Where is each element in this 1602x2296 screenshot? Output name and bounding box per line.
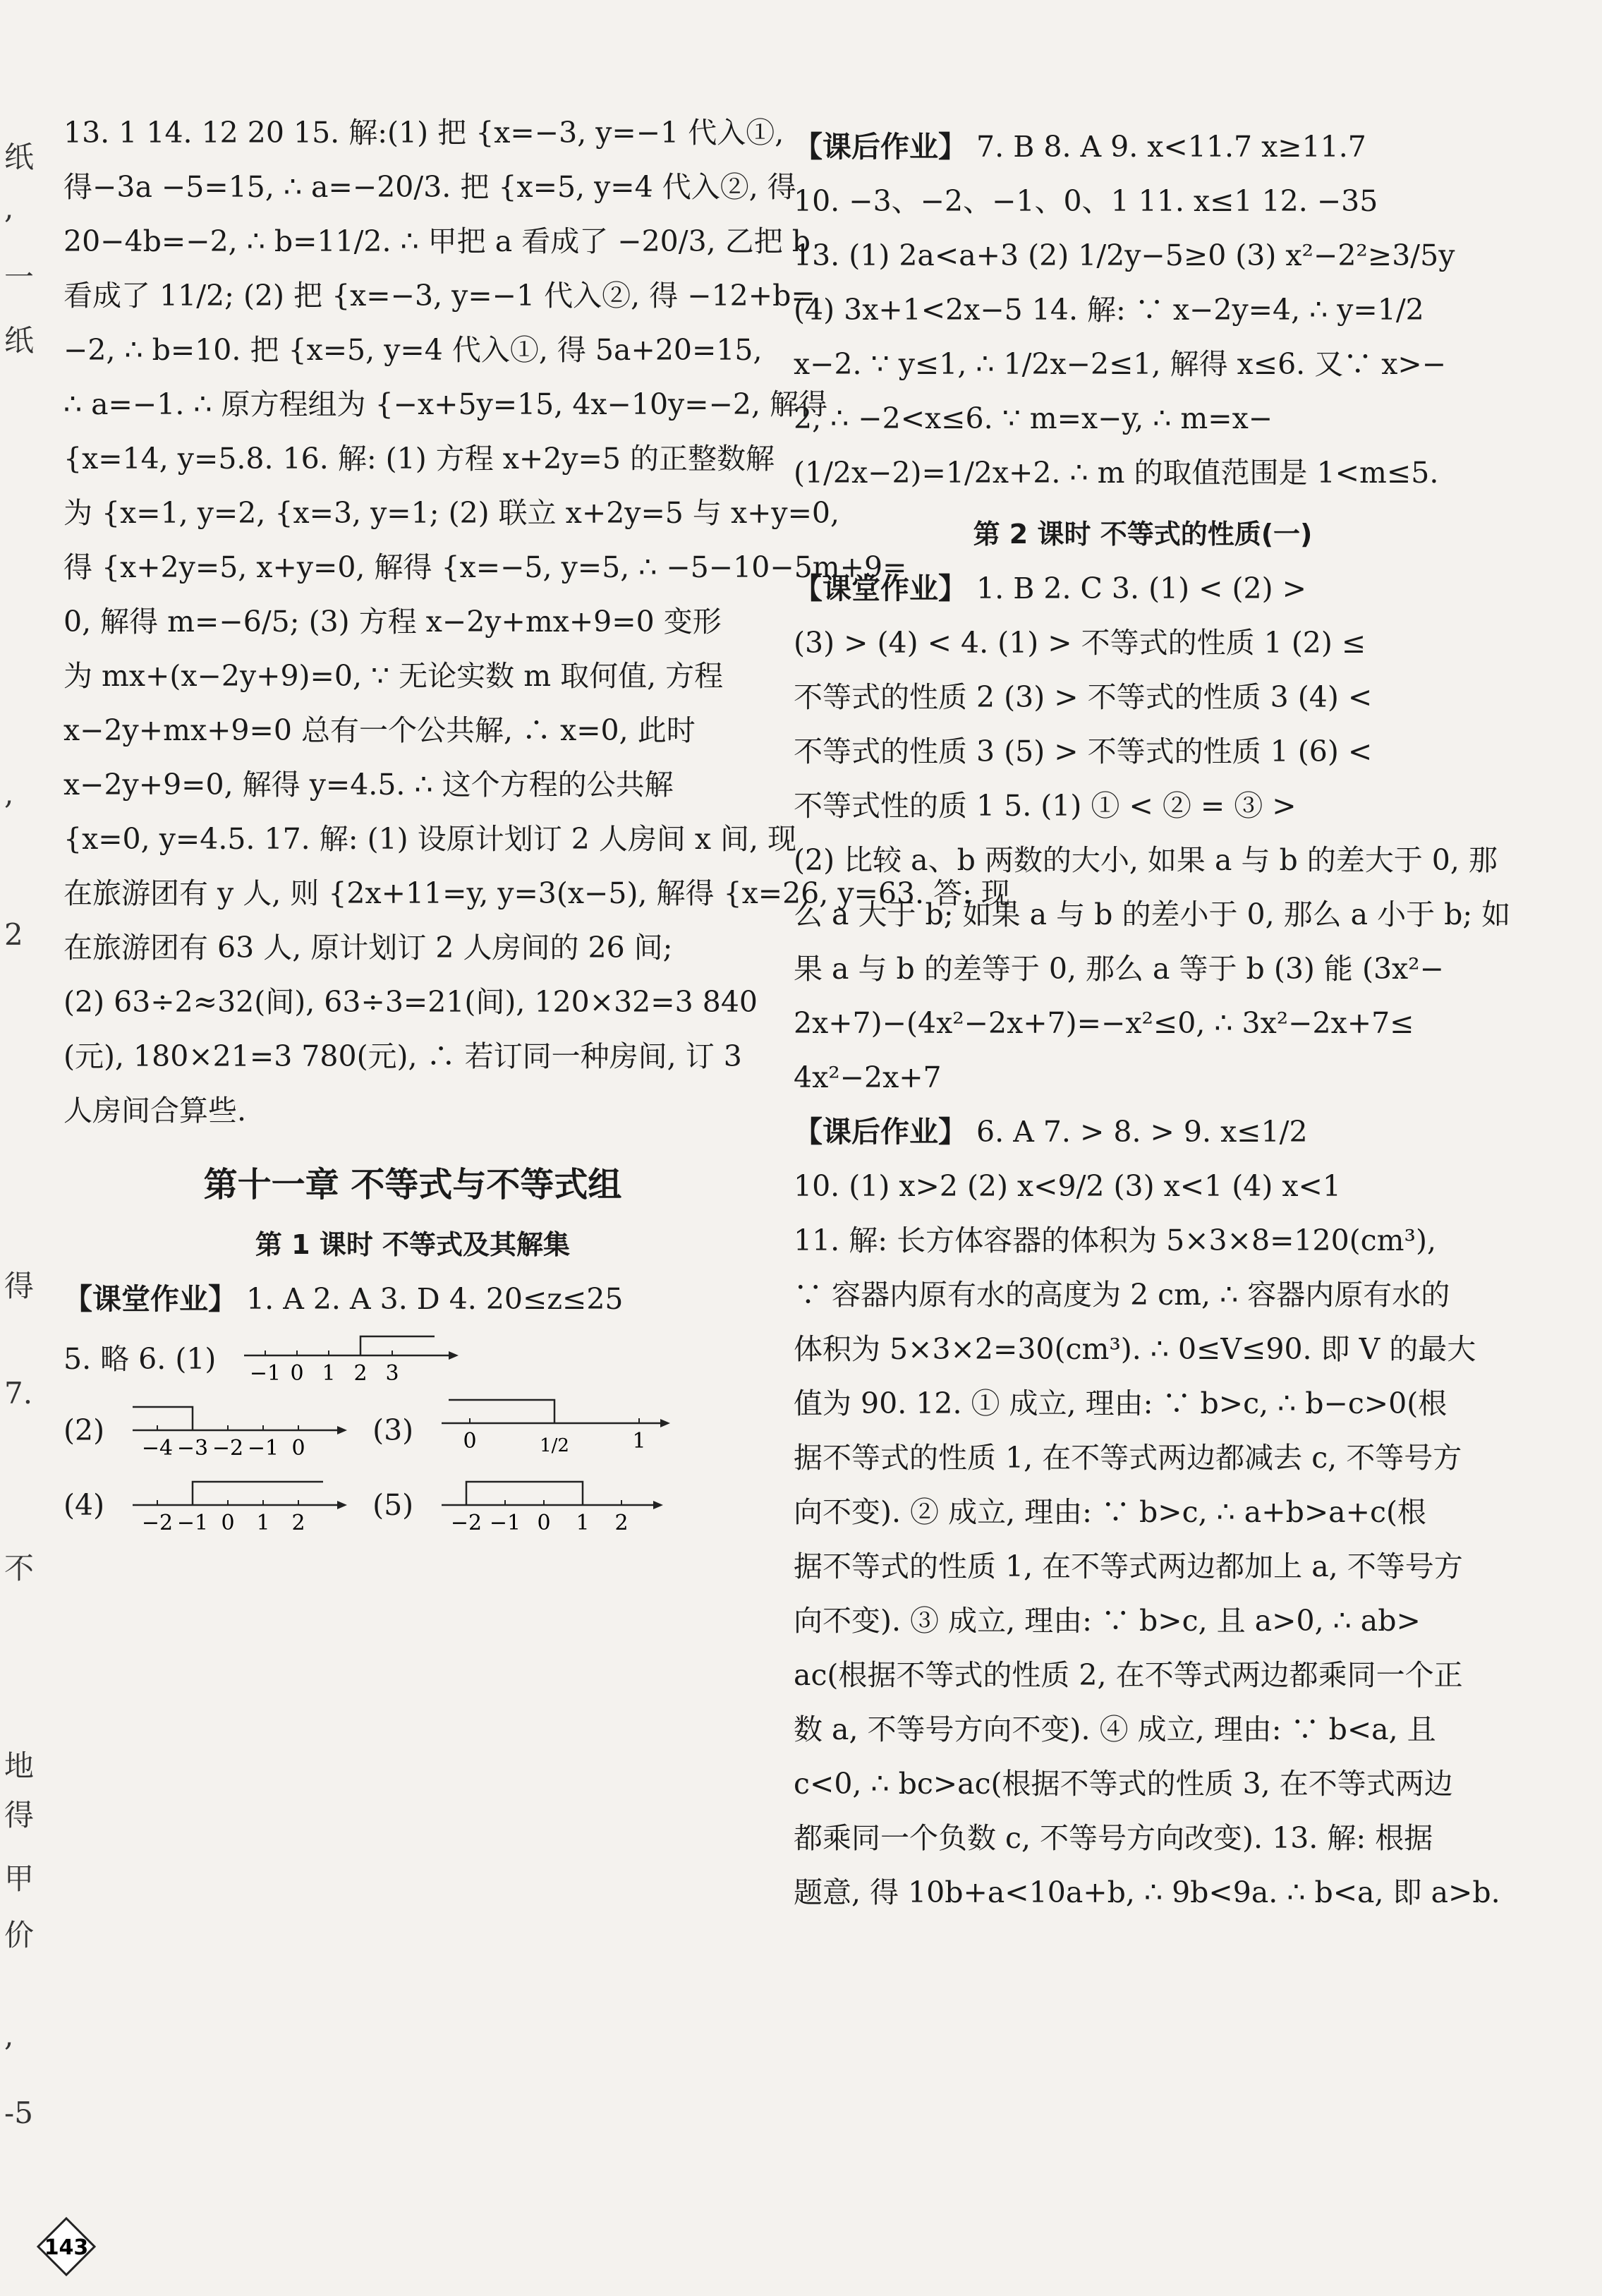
answer-line: 在旅游团有 63 人, 原计划订 2 人房间的 26 间;	[63, 931, 673, 965]
edge-char: ,	[4, 776, 14, 811]
chapter-heading: 第十一章 不等式与不等式组	[203, 1165, 622, 1204]
tick-label: −3	[176, 1436, 209, 1461]
tick-label: −4	[141, 1436, 174, 1461]
answer-line: ∴ a=−1. ∴ 原方程组为 {−x+5y=15, 4x−10y=−2, 解得	[63, 387, 828, 421]
tick-label: 1	[632, 1429, 646, 1454]
answer-line: 10. −3、−2、−1、0、1 11. x≤1 12. −35	[794, 184, 1378, 218]
answer-line: 向不变). ③ 成立, 理由: ∵ b>c, 且 a>0, ∴ ab>	[794, 1604, 1421, 1638]
classwork-line	[794, 562, 1492, 616]
classwork-answers: 1. A 2. A 3. D 4. 20≤z≤25	[246, 1282, 624, 1316]
tick-label: −1	[250, 1361, 281, 1386]
answer-line: 题意, 得 10b+a<10a+b, ∴ 9b<9a. ∴ b<a, 即 a>b.	[794, 1875, 1500, 1909]
answer-line: 20−4b=−2, ∴ b=11/2. ∴ 甲把 a 看成了 −20/3, 乙把 b	[63, 224, 811, 258]
edge-char: 不	[4, 1551, 35, 1585]
tick-label: 2	[614, 1511, 629, 1535]
tick-label: 2	[291, 1511, 305, 1535]
tick-label: −2	[141, 1511, 174, 1535]
answer-line: 值为 90. 12. ① 成立, 理由: ∵ b>c, ∴ b−c>0(根	[794, 1386, 1448, 1420]
classwork-tag: 【课堂作业】	[794, 572, 967, 605]
answer-line: 10. (1) x>2 (2) x<9/2 (3) x<1 (4) x<1	[794, 1169, 1341, 1203]
answer-line: {x=14, y=5.8. 16. 解: (1) 方程 x+2y=5 的正整数解	[63, 442, 775, 476]
answer-line: x−2. ∵ y≤1, ∴ 1/2x−2≤1, 解得 x≤6. 又∵ x>−	[794, 347, 1447, 381]
answer-line: 得−3a −5=15, ∴ a=−20/3. 把 {x=5, y=4 代入②, 得	[63, 170, 796, 204]
item-label: (4)	[63, 1487, 105, 1522]
item-label: (2)	[63, 1413, 105, 1447]
answer-line: {x=0, y=4.5. 17. 解: (1) 设原计划订 2 人房间 x 间, 现	[63, 822, 797, 856]
tick-label: 0	[291, 1436, 305, 1461]
tick-label: −1	[176, 1511, 209, 1535]
answer-line: (2) 63÷2≈32(间), 63÷3=21(间), 120×32=3 840	[63, 985, 758, 1019]
answer-line: 不等式的性质 2 (3) > 不等式的性质 3 (4) <	[794, 680, 1373, 714]
homework-tag: 【课后作业】	[794, 130, 967, 164]
answer-line: 11. 解: 长方体容器的体积为 5×3×8=120(cm³),	[794, 1223, 1436, 1257]
tick-label: 1	[256, 1511, 270, 1535]
cropped-left-edge	[0, 99, 42, 2216]
edge-char: 得	[4, 1798, 35, 1832]
page-number: 143	[44, 2235, 89, 2260]
number-line-3	[435, 1391, 674, 1469]
number-line-1	[237, 1331, 463, 1387]
tick-label: −1	[247, 1436, 279, 1461]
homework-tag: 【课后作业】	[794, 1115, 967, 1149]
edge-char: 地	[4, 1748, 35, 1783]
answer-line: 13. (1) 2a<a+3 (2) 1/2y−5≥0 (3) x²−2²≥3/5y	[794, 238, 1455, 272]
lesson-heading: 第 1 课时 不等式及其解集	[255, 1229, 571, 1260]
edge-char: 一	[4, 260, 35, 294]
answer-line: 据不等式的性质 1, 在不等式两边都加上 a, 不等号方	[794, 1549, 1463, 1583]
item-label: (5)	[372, 1487, 414, 1522]
tick-label: 0	[537, 1511, 551, 1535]
answer-line: 7. B 8. A 9. x<11.7 x≥11.7	[976, 130, 1366, 164]
answer-line: (3) > (4) < 4. (1) > 不等式的性质 1 (2) ≤	[794, 626, 1366, 660]
answer-line: (1/2x−2)=1/2x+2. ∴ m 的取值范围是 1<m≤5.	[794, 456, 1439, 490]
tick-label: 1/2	[540, 1435, 570, 1456]
page-number-badge	[35, 2216, 97, 2278]
answer-line: 看成了 11/2; (2) 把 {x=−3, y=−1 代入②, 得 −12+b=	[63, 279, 815, 313]
edge-char: ,	[4, 2018, 14, 2053]
answer-line: 都乘同一个负数 c, 不等号方向改变). 13. 解: 根据	[794, 1821, 1433, 1855]
answer-line: 果 a 与 b 的差等于 0, 那么 a 等于 b (3) 能 (3x²−	[794, 952, 1444, 986]
answer-line: x−2y+mx+9=0 总有一个公共解, ∴ x=0, 此时	[63, 713, 696, 747]
edge-char: 2	[4, 917, 23, 952]
number-line-row-1	[63, 1331, 762, 1387]
tick-label: 2	[353, 1361, 368, 1386]
answer-line: 1. B 2. C 3. (1) < (2) >	[976, 572, 1307, 605]
number-line-row-2	[63, 1391, 762, 1469]
number-line-4	[126, 1473, 351, 1537]
answer-line: 不等式性的质 1 5. (1) ① < ② = ③ >	[794, 789, 1297, 823]
answer-line: 为 {x=1, y=2, {x=3, y=1; (2) 联立 x+2y=5 与 x+y=0,	[63, 496, 840, 530]
answer-line: (2) 比较 a、b 两数的大小, 如果 a 与 b 的差大于 0, 那	[794, 843, 1498, 877]
tick-label: 1	[576, 1511, 590, 1535]
edge-char: 纸	[4, 323, 35, 358]
edge-char: 得	[4, 1269, 35, 1303]
answer-line: 不等式的性质 3 (5) > 不等式的性质 1 (6) <	[794, 735, 1373, 768]
answer-line: 数 a, 不等号方向不变). ④ 成立, 理由: ∵ b<a, 且	[794, 1712, 1436, 1746]
edge-char: 7.	[4, 1376, 33, 1410]
number-line-row-3	[63, 1473, 762, 1537]
answer-line: (元), 180×21=3 780(元), ∴ 若订同一种房间, 订 3	[63, 1039, 742, 1073]
answer-line: 13. 1 14. 12 20 15. 解:(1) 把 {x=−3, y=−1 代入①,	[63, 116, 784, 150]
tick-label: 0	[221, 1511, 235, 1535]
answer-line: 2, ∴ −2<x≤6. ∵ m=x−y, ∴ m=x−	[794, 401, 1273, 435]
classwork-line	[63, 1272, 762, 1327]
answer-line: 2x+7)−(4x²−2x+7)=−x²≤0, ∴ 3x²−2x+7≤	[794, 1006, 1414, 1040]
edge-char: ,	[4, 191, 14, 225]
classwork-tag: 【课堂作业】	[63, 1282, 237, 1316]
answer-line: −2, ∴ b=10. 把 {x=5, y=4 代入①, 得 5a+20=15,	[63, 333, 763, 367]
edge-char: 甲	[4, 1861, 35, 1896]
item-label: (3)	[372, 1413, 414, 1447]
answer-line: 4x²−2x+7	[794, 1061, 942, 1094]
tick-label: −2	[212, 1436, 244, 1461]
homework-line	[794, 1105, 1492, 1159]
edge-char: 纸	[4, 140, 35, 174]
item-5-6-label: 5. 略 6. (1)	[63, 1341, 217, 1376]
tick-label: 3	[385, 1361, 399, 1386]
answer-line: c<0, ∴ bc>ac(根据不等式的性质 3, 在不等式两边	[794, 1767, 1453, 1801]
answer-line: x−2y+9=0, 解得 y=4.5. ∴ 这个方程的公共解	[63, 768, 674, 802]
edge-char: 价	[4, 1918, 35, 1952]
answer-line: 在旅游团有 y 人, 则 {2x+11=y, y=3(x−5), 解得 {x=26, y=63. 答: 现	[63, 876, 1010, 910]
homework-line	[794, 120, 1492, 174]
answer-line: ac(根据不等式的性质 2, 在不等式两边都乘同一个正	[794, 1658, 1463, 1692]
answer-line: 体积为 5×3×2=30(cm³). ∴ 0≤V≤90. 即 V 的最大	[794, 1332, 1476, 1366]
answer-line: 为 mx+(x−2y+9)=0, ∵ 无论实数 m 取何值, 方程	[63, 659, 724, 693]
number-line-5	[435, 1473, 667, 1537]
answer-line: 6. A 7. > 8. > 9. x≤1/2	[976, 1115, 1308, 1149]
tick-label: 0	[463, 1429, 477, 1454]
lesson-heading: 第 2 课时 不等式的性质(一)	[973, 519, 1313, 550]
answer-line: (4) 3x+1<2x−5 14. 解: ∵ x−2y=4, ∴ y=1/2	[794, 293, 1424, 327]
tick-label: −1	[490, 1511, 521, 1535]
answer-line: 人房间合算些.	[63, 1094, 247, 1128]
answer-line: 得 {x+2y=5, x+y=0, 解得 {x=−5, y=5, ∴ −5−10−5m+9=	[63, 550, 907, 584]
answer-line: 据不等式的性质 1, 在不等式两边都减去 c, 不等号方	[794, 1441, 1462, 1475]
answer-line: 向不变). ② 成立, 理由: ∵ b>c, ∴ a+b>a+c(根	[794, 1495, 1426, 1529]
number-line-2	[126, 1398, 351, 1462]
answer-line: ∵ 容器内原有水的高度为 2 cm, ∴ 容器内原有水的	[794, 1278, 1450, 1312]
answer-line: 0, 解得 m=−6/5; (3) 方程 x−2y+mx+9=0 变形	[63, 605, 722, 639]
edge-char: -5	[4, 2096, 33, 2130]
tick-label: −2	[451, 1511, 483, 1535]
tick-label: 1	[322, 1361, 336, 1386]
right-column	[794, 120, 1511, 1920]
answer-line: 么 a 大于 b; 如果 a 与 b 的差小于 0, 那么 a 小于 b; 如	[794, 898, 1511, 931]
tick-label: 0	[290, 1361, 304, 1386]
